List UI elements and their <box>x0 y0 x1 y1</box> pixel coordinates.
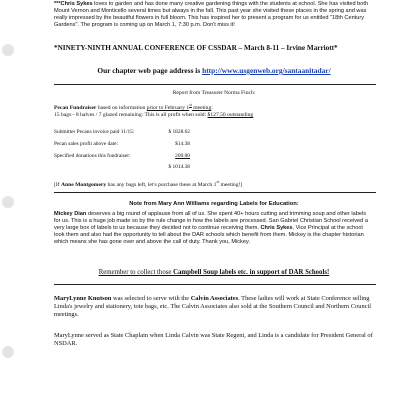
pecan-fundraiser-title: Pecan Fundraiser <box>54 104 97 111</box>
pecan-fundraiser-line <box>54 101 374 112</box>
labels-note-text-2: , Vice Principal at the school took them and also had the opportunity to tell about the DAR schools which benefit from them. Mickey is the chapter historian which means she has gone over and above the call of duty. Thank you, Mickey. <box>54 224 364 245</box>
labels-note-text-1: deserves a big round of applause from all of us. She spent 40+ hours cutting and trimming soup and other labels for us. This is a huge job made so by the rule change in how the labels are processed. San Gabriel Christian School received a very large box of labels to us because they decided not to continue receiving them. <box>54 211 368 231</box>
pecan-end: : <box>211 104 213 111</box>
pecan-text-underlined: prior to February 1 <box>146 104 190 111</box>
remember-bold-text: Campbell Soup labels etc. in support of DAR Schools! <box>173 269 330 276</box>
bags-remaining-line <box>54 112 374 119</box>
labels-note-paragraph <box>54 211 374 246</box>
remember-line <box>54 269 374 277</box>
binder-hole-middle <box>2 196 14 208</box>
sykes-text: loves to garden and has done many creative gardening things with the students at school. She has visited both Mount Vernon and Monticello several times but always in the fall. This past year she visited these places in the spring and was really impressed by the beautiful flowers in full bloom. This has inspired her to present a program for us entitled "18th Century Gardens". The program is coming up on March 1, 7:30 p.m. Don't miss it! <box>54 1 369 28</box>
knutson-paragraph <box>54 295 374 318</box>
montgomery-sup: st <box>216 179 220 184</box>
divider-3 <box>54 284 376 285</box>
sykes-paragraph <box>54 1 374 29</box>
binder-hole-top <box>2 44 14 56</box>
pecan-text-before: based on information <box>96 104 147 111</box>
conference-title: *NINETY-NINTH ANNUAL CONFERENCE OF CSSDAR <box>54 44 237 52</box>
remember-text: Remember to collect those <box>98 269 174 276</box>
knutson-name: MaryLynne Knutson <box>54 295 112 302</box>
web-address-link[interactable]: http://www.usgenweb.org/santaanitadar/ <box>202 66 331 75</box>
knutson-text-before: was selected to serve with the <box>111 295 191 302</box>
ledger-label-donations: Specified donations this fundraiser: <box>54 153 131 159</box>
web-address-line <box>54 66 374 75</box>
chaplain-paragraph: MaryLynne served as State Chaplain when Linda Calvin was State Regent, and Linda is a candidate for President General of NSDAR. <box>54 332 373 347</box>
ledger-label-profit: Pecan sales profit above date: <box>54 141 119 147</box>
ledger-value-donations: 200.00 <box>175 153 190 159</box>
ledger-value-invoice: $ 1828.62 <box>168 129 190 135</box>
treasurer-header: Report from Treasurer Norma Finch: <box>172 90 256 96</box>
montgomery-note-before: [If <box>54 181 61 188</box>
bags-remaining-text: 15 bags - 8 halves / 7 glazed remaining: This is all profit when sold: <box>54 112 208 118</box>
ledger-value-profit: $14.38 <box>175 141 190 147</box>
ledger-value-total: $ 1014.38 <box>168 164 190 170</box>
conference-details: – March 8-11 – Irvine Marriott* <box>236 44 338 52</box>
labels-note-name-2: Chris Sykes <box>260 224 293 231</box>
labels-note-header: Note from Mary Ann Williams regarding Labels for Education: <box>129 201 299 207</box>
sykes-name: Chris Sykes <box>60 1 93 7</box>
montgomery-name: Anne Montgomery <box>61 181 107 188</box>
divider-1 <box>54 84 376 85</box>
web-address-label: Our chapter web page address is <box>97 66 203 75</box>
montgomery-note-after: has any bags left, let's purchase these at March 1 <box>106 181 217 188</box>
divider-2 <box>54 192 376 193</box>
sykes-prefix: *** <box>54 1 61 7</box>
montgomery-note <box>54 178 374 189</box>
pecan-sup: st <box>189 102 192 107</box>
ledger-label-invoice: Submitter Pecans invoice paid 11/15: <box>54 129 135 135</box>
labels-note-name-1: Mickey Dian <box>54 211 87 217</box>
calvin-associates: Calvin Associates <box>190 295 239 302</box>
bags-outstanding-value: $127.50 outstanding <box>207 112 254 118</box>
montgomery-note-end: meeting!] <box>219 181 243 188</box>
binder-hole-bottom <box>2 346 14 358</box>
knutson-text-after: . These ladies will work at State Conference selling Linda's jewelry and stationery, tote bags, etc. The Calvin Associates also sold at the Southern Council and Northern Council meetings. <box>54 295 372 318</box>
conference-announcement <box>54 44 374 53</box>
pecan-text-underlined-2: meeting <box>191 104 212 111</box>
